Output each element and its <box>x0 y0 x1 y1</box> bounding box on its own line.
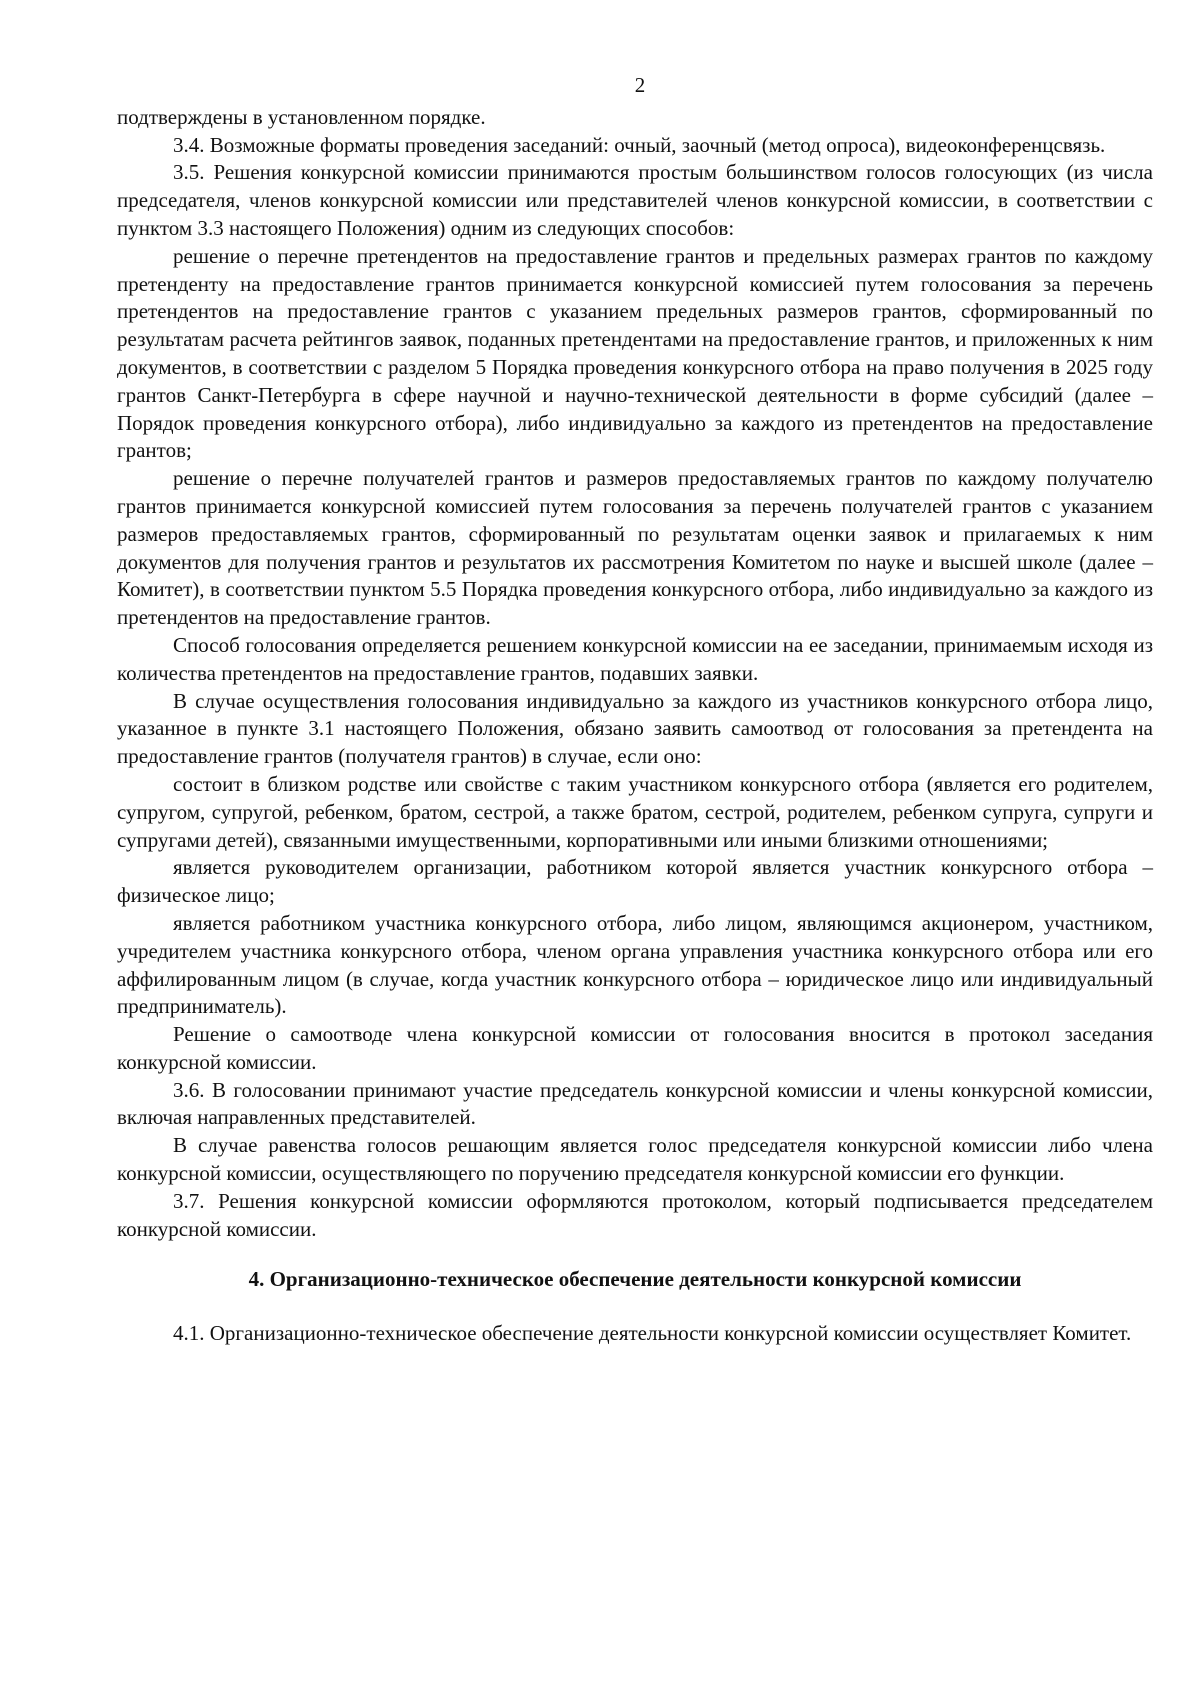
paragraph-3-5: 3.5. Решения конкурсной комиссии принимаются простым большинством голосов голосующих (из числа председателя, членов конкурсной комиссии или представителей членов конкурсной комиссии, в соответствии с пунктом 3.3 настоящего Положения) одним из следующих способов: <box>117 160 1153 240</box>
paragraph-3-7: 3.7. Решения конкурсной комиссии оформляются протоколом, который подписывается председателем конкурсной комиссии. <box>117 1188 1153 1241</box>
paragraph-3-4: 3.4. Возможные форматы проведения заседаний: очный, заочный (метод опроса), видеоконференцсвязь. <box>173 132 1106 157</box>
paragraph-recusal-condition-3: является работником участника конкурсного отбора, либо лицом, являющимся акционером, участником, учредителем участника конкурсного отбора, членом органа управления участника конкурсного отбора или его аффилированным лицом (в случае, когда участник конкурсного отбора – юридическое лицо или индивидуальный предприниматель). <box>117 910 1153 1019</box>
paragraph-3-6: 3.6. В голосовании принимают участие председатель конкурсной комиссии и члены конкурсной комиссии, включая направленных представителей. <box>117 1077 1153 1130</box>
paragraph-voting-method-1: решение о перечне претендентов на предоставление грантов и предельных размерах грантов по каждому претенденту на предоставление грантов принимается конкурсной комиссией путем голосования за перечень претендентов на предоставление грантов с указанием предельных размеров грантов, сформированный по результатам расчета рейтингов заявок, поданных претендентами на предоставление грантов, и приложенных к ним документов, в соответствии с разделом 5 Порядка проведения конкурсного отбора на право получения в 2025 году грантов Санкт-Петербурга в сфере научной и научно-технической деятельности в форме субсидий (далее – Порядок проведения конкурсного отбора), либо индивидуально за каждого из претендентов на предоставление грантов; <box>117 243 1153 463</box>
document-page <box>117 72 1153 1348</box>
paragraph-voting-choice: Способ голосования определяется решением конкурсной комиссии на ее заседании, принимаемым исходя из количества претендентов на предоставление грантов, подавших заявки. <box>117 632 1153 685</box>
paragraph-recusal-condition-1: состоит в близком родстве или свойстве с таким участником конкурсного отбора (является его родителем, супругом, супругой, ребенком, братом, сестрой, а также братом, сестрой, родителем, ребенком супруга, супруги и супругами детей), связанными имущественными, корпоративными или иными близкими отношениями; <box>117 771 1153 852</box>
paragraph-recusal-protocol: Решение о самоотводе члена конкурсной комиссии от голосования вносится в протокол заседания конкурсной комиссии. <box>117 1022 1153 1074</box>
paragraph-4-1: 4.1. Организационно-техническое обеспечение деятельности конкурсной комиссии осуществляет Комитет. <box>173 1321 1132 1346</box>
paragraph-voting-method-2: решение о перечне получателей грантов и размеров предоставляемых грантов по каждому получателю грантов принимается конкурсной комиссией путем голосования за перечень получателей грантов с указанием размеров предоставляемых грантов, сформированный по результатам оценки заявок и прилагаемых к ним документов для получения грантов и результатов их рассмотрения Комитетом по науке и высшей школе (далее – Комитет), в соответствии пунктом 5.5 Порядка проведения конкурсного отбора, либо индивидуально за каждого из претендентов на предоставление грантов. <box>117 466 1153 630</box>
paragraph: подтверждены в установленном порядке. <box>117 104 486 129</box>
section-heading: 4. Организационно-техническое обеспечение деятельности конкурсной комиссии <box>248 1267 1022 1292</box>
page-number: 2 <box>634 73 646 97</box>
paragraph-recusal-condition-2: является руководителем организации, работником которой является участник конкурсного отбора – физическое лицо; <box>117 855 1153 908</box>
paragraph-recusal: В случае осуществления голосования индивидуально за каждого из участников конкурсного отбора лицо, указанное в пункте 3.1 настоящего Положения, обязано заявить самоотвод от голосования за претендента на предоставление грантов (получателя грантов) в случае, если оно: <box>117 688 1153 769</box>
paragraph-tie-vote: В случае равенства голосов решающим является голос председателя конкурсной комиссии либо члена конкурсной комиссии, осуществляющего по поручению председателя конкурсной комиссии его функции. <box>117 1133 1153 1186</box>
